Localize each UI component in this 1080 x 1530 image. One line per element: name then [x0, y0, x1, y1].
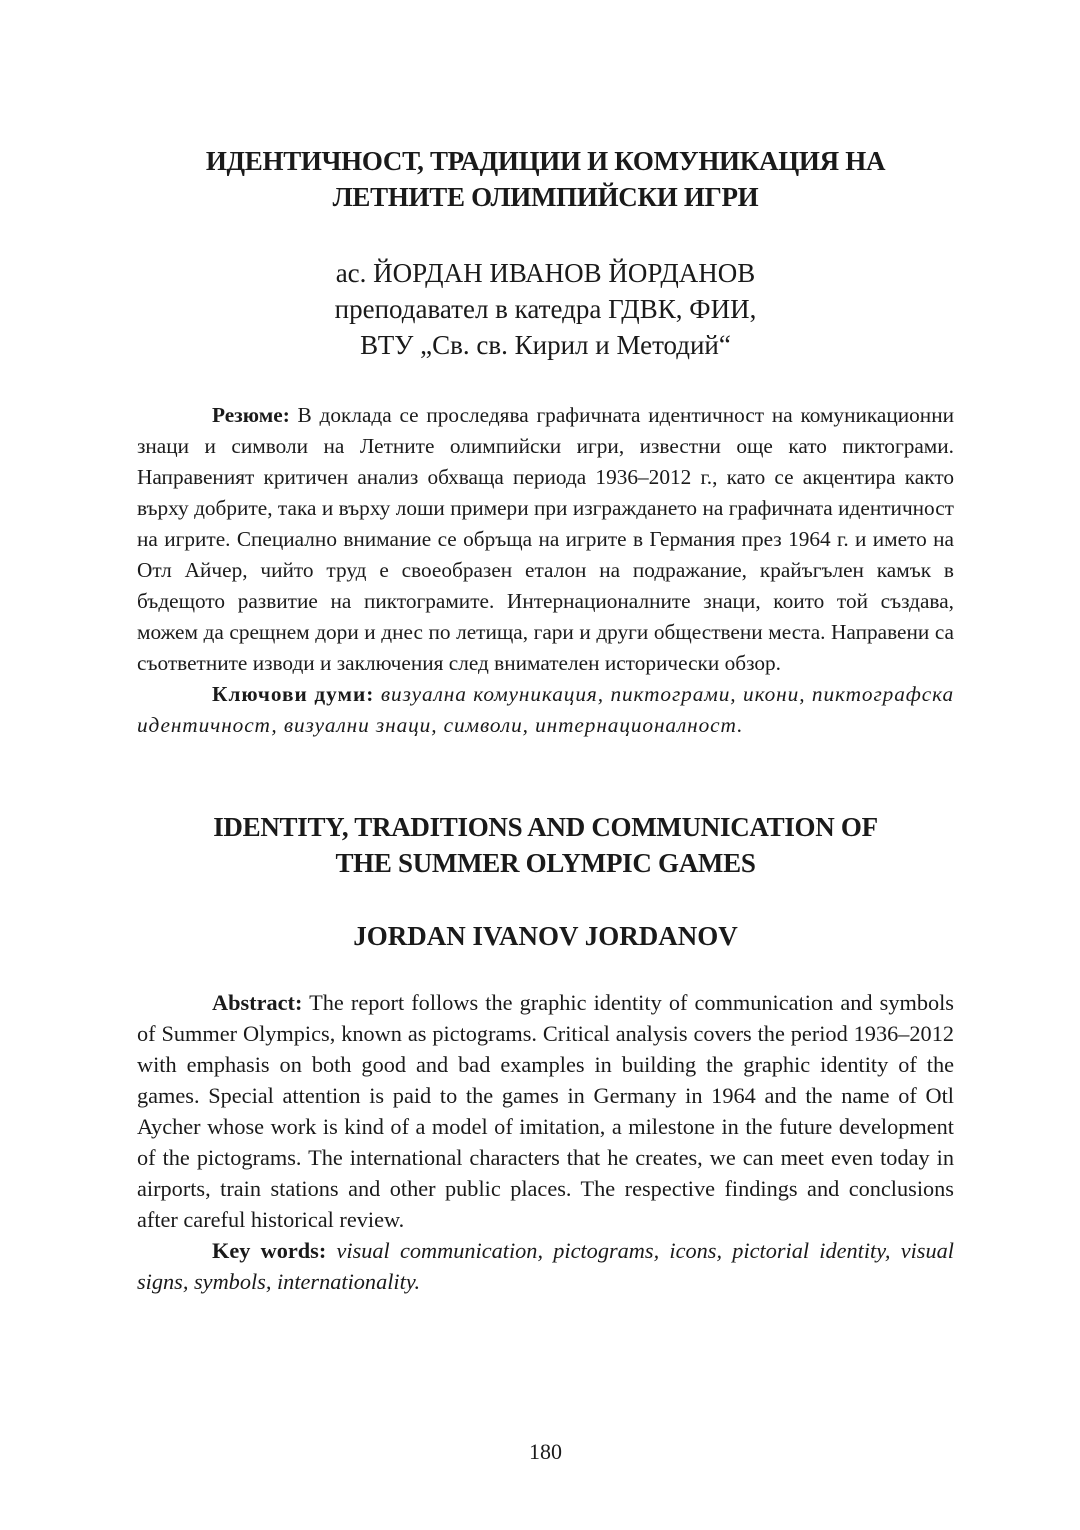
abstract-bulgarian-text: В доклада се проследява графичната идентичност на комуникационни знаци и символи на Летните олимпийски игри, известни още като пиктограми. Направеният критичен анализ обхваща периода 1936–2012 г., като се акцентира както върху добрите, така и върху лоши примери при изграждането на графичната идентичност на игрите. Специално внимание се обръща на игрите в Германия през 1964 г. и името на Отл Айчер, чийто труд е своеобразен еталон на подражание, крайъгълен камък в бъдещото развитие на пиктограмите. Интернационалните знаци, които той създава, можем да срещнем дори и днес по летища, гари и други обществени места. Направени са съответните изводи и заключения след внимателен исторически обзор.: [137, 403, 954, 675]
title-english-line2: THE SUMMER OLYMPIC GAMES: [335, 848, 756, 878]
keywords-bulgarian-paragraph: [137, 679, 954, 741]
keywords-english-label: Key words:: [212, 1238, 327, 1263]
page-number: 180: [529, 1439, 562, 1464]
author-position: преподавател в катедра ГДВК, ФИИ,: [334, 294, 757, 324]
title-bulgarian-line2: ЛЕТНИТЕ ОЛИМПИЙСКИ ИГРИ: [332, 182, 759, 212]
title-english: [137, 809, 954, 881]
abstract-bulgarian-paragraph: [137, 400, 954, 679]
keywords-english-paragraph: [137, 1235, 954, 1297]
abstract-bulgarian-label: Резюме:: [212, 403, 290, 427]
document-page: [137, 0, 954, 1530]
keywords-bulgarian-text: визуална комуникация, пиктограми, икони, пиктографска идентичност, визуални знаци, символи, интернационалност.: [137, 682, 954, 737]
author-name-bulgarian: ас. ЙОРДАН ИВАНОВ ЙОРДАНОВ: [335, 258, 756, 288]
author-affiliation: ВТУ „Св. св. Кирил и Методий“: [360, 330, 731, 360]
abstract-english-text: The report follows the graphic identity of communication and symbols of Summer Olympics, known as pictograms. Critical analysis covers the period 1936–2012 with emphasis on both good and bad examples in building the graphic identity of the games. Special attention is paid to the games in Germany in 1964 and the name of Otl Aycher whose work is kind of a model of imitation, a milestone in the future development of the pictograms. The international characters that he creates, we can meet even today in airports, train stations and other public places. The respective findings and conclusions after careful historical review.: [137, 990, 954, 1232]
author-block-bulgarian: [137, 255, 954, 363]
abstract-english-paragraph: [137, 987, 954, 1235]
title-bulgarian: [137, 143, 954, 215]
abstract-english: [137, 987, 954, 1297]
keywords-bulgarian-label: Ключови думи:: [212, 682, 375, 706]
abstract-english-label: Abstract:: [212, 990, 303, 1015]
title-english-line1: IDENTITY, TRADITIONS AND COMMUNICATION OF: [213, 812, 878, 842]
title-bulgarian-line1: ИДЕНТИЧНОСТ, ТРАДИЦИИ И КОМУНИКАЦИЯ НА: [205, 146, 886, 176]
author-name-english: JORDAN IVANOV JORDANOV: [353, 921, 738, 951]
keywords-english-text: visual communication, pictograms, icons, pictorial identity, visual signs, symbols, internationality.: [137, 1238, 954, 1294]
abstract-bulgarian: [137, 400, 954, 741]
